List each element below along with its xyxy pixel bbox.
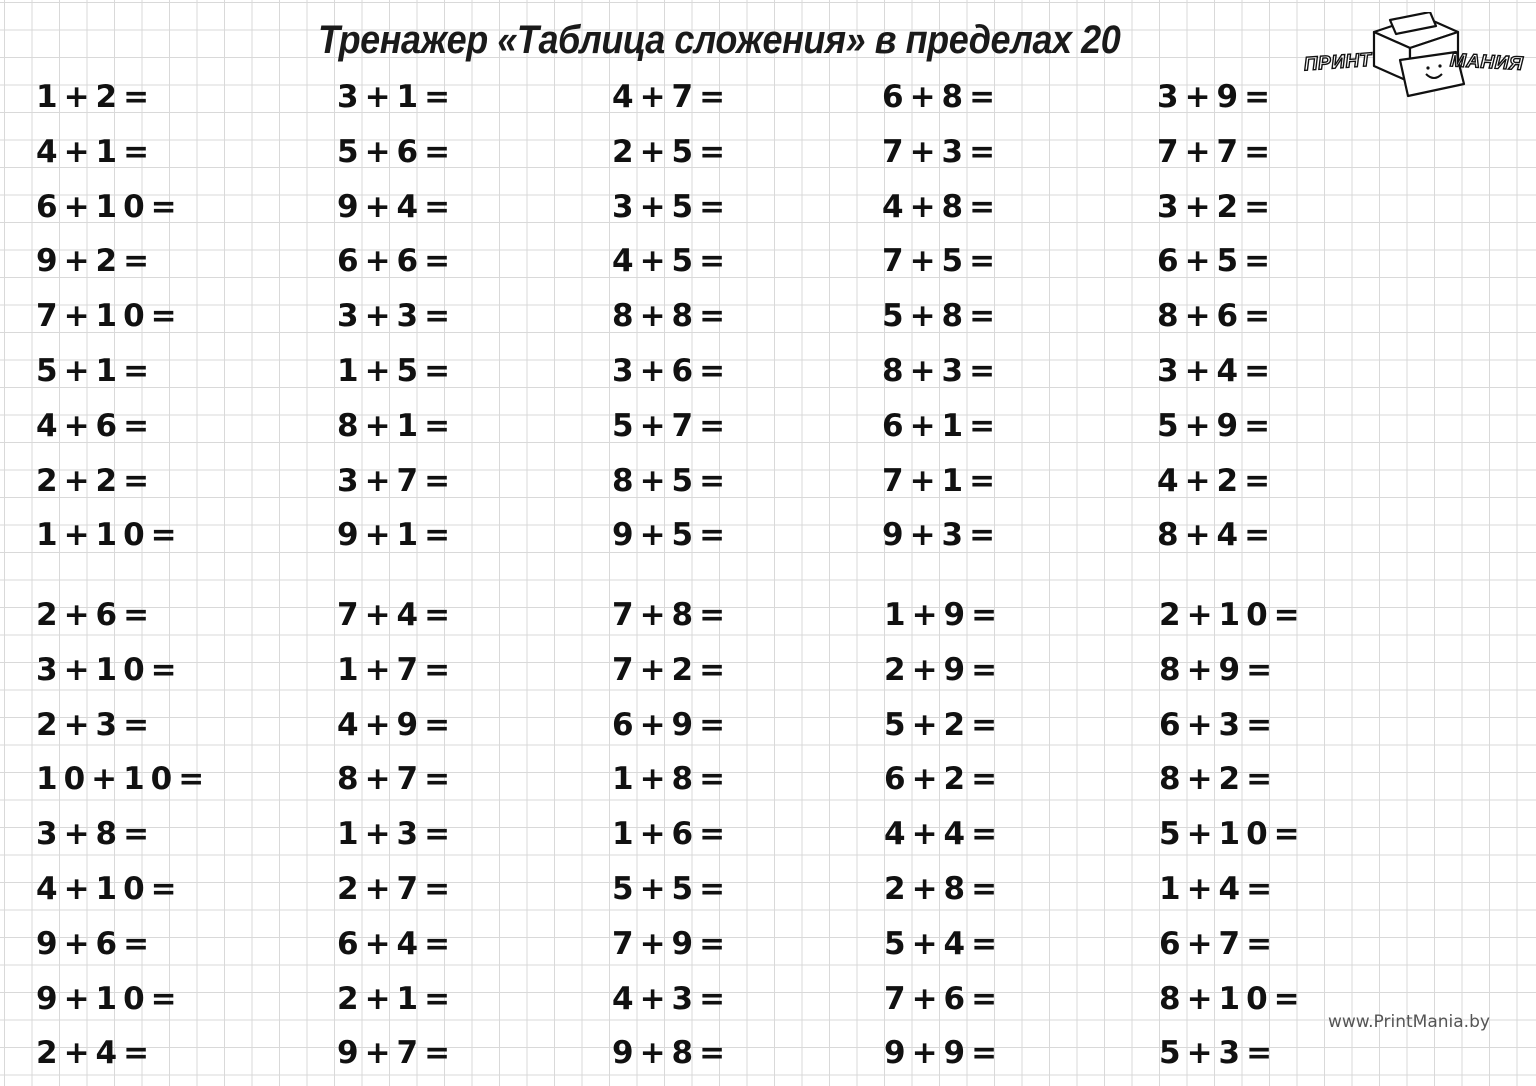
- exercise-item: 7+4=: [337, 597, 457, 633]
- exercise-item: 5+2=: [884, 706, 1004, 743]
- exercise-item: 7+1=: [882, 462, 1002, 499]
- logo-word-print: ПРИНТ: [1303, 49, 1373, 76]
- exercise-item: 2+5=: [612, 133, 732, 170]
- exercise-item: 1+9=: [884, 597, 1004, 633]
- exercise-item: 8+4=: [1157, 517, 1277, 554]
- exercise-item: 6+9=: [612, 706, 732, 743]
- exercise-item: 6+7=: [1159, 925, 1279, 962]
- exercise-item: 2+10=: [1159, 597, 1306, 633]
- exercise-item: 8+3=: [882, 352, 1002, 389]
- exercise-item: 6+6=: [337, 243, 457, 280]
- exercise-item: 3+3=: [337, 298, 457, 335]
- exercise-item: 7+3=: [882, 133, 1002, 170]
- exercise-item: 7+9=: [612, 925, 732, 962]
- exercise-item: 8+7=: [337, 761, 457, 798]
- exercise-column: [882, 70, 1001, 563]
- logo-word-mania: МАНИЯ: [1449, 50, 1524, 75]
- exercise-item: 4+2=: [1157, 462, 1277, 499]
- exercise-item: 2+6=: [36, 597, 156, 633]
- exercise-item: 7+8=: [612, 597, 732, 633]
- exercise-column: [337, 588, 456, 1081]
- exercise-item: 3+7=: [337, 462, 457, 499]
- exercise-item: 4+8=: [882, 188, 1002, 225]
- exercise-column: [337, 70, 456, 563]
- exercise-column: [36, 588, 210, 1081]
- exercise-item: 6+5=: [1157, 243, 1277, 280]
- exercise-item: 8+1=: [337, 407, 457, 444]
- exercise-item: 5+6=: [337, 133, 457, 170]
- exercise-item: 9+9=: [884, 1035, 1004, 1072]
- exercise-item: 5+3=: [1159, 1035, 1279, 1072]
- exercise-column: [36, 70, 183, 563]
- exercise-item: 8+2=: [1159, 761, 1279, 798]
- exercise-item: 4+1=: [36, 133, 156, 170]
- exercise-column: [1159, 588, 1306, 1081]
- exercise-item: 4+4=: [884, 816, 1004, 853]
- exercise-item: 5+9=: [1157, 407, 1277, 444]
- exercise-item: 1+6=: [612, 816, 732, 853]
- exercise-column: [884, 588, 1003, 1081]
- exercise-item: 7+7=: [1157, 133, 1277, 170]
- exercise-item: 10+10=: [36, 761, 211, 798]
- exercise-item: 8+8=: [612, 298, 732, 335]
- exercise-item: 2+9=: [884, 651, 1004, 688]
- exercise-item: 3+9=: [1157, 79, 1277, 115]
- exercise-item: 5+4=: [884, 925, 1004, 962]
- exercise-item: 6+3=: [1159, 706, 1279, 743]
- exercise-item: 6+4=: [337, 925, 457, 962]
- exercise-item: 5+1=: [36, 352, 156, 389]
- exercise-item: 5+8=: [882, 298, 1002, 335]
- exercise-item: 4+9=: [337, 706, 457, 743]
- exercise-item: 9+7=: [337, 1035, 457, 1072]
- exercise-item: 7+10=: [36, 298, 183, 335]
- exercise-item: 3+5=: [612, 188, 732, 225]
- exercise-item: 7+2=: [612, 651, 732, 688]
- exercise-item: 5+7=: [612, 407, 732, 444]
- exercise-item: 8+10=: [1159, 980, 1306, 1017]
- exercise-item: 9+10=: [36, 980, 183, 1017]
- exercise-item: 2+1=: [337, 980, 457, 1017]
- exercise-item: 3+8=: [36, 816, 156, 853]
- exercise-item: 2+4=: [36, 1035, 156, 1072]
- exercise-item: 1+7=: [337, 651, 457, 688]
- exercise-item: 8+9=: [1159, 651, 1279, 688]
- exercise-item: 3+4=: [1157, 352, 1277, 389]
- exercise-item: 3+2=: [1157, 188, 1277, 225]
- exercise-item: 6+10=: [36, 188, 183, 225]
- exercise-column: [1157, 70, 1276, 563]
- exercise-item: 9+4=: [337, 188, 457, 225]
- exercise-item: 4+6=: [36, 407, 156, 444]
- printmania-logo: [1300, 12, 1524, 104]
- exercise-item: 9+5=: [612, 517, 732, 554]
- exercise-item: 9+3=: [882, 517, 1002, 554]
- exercise-item: 4+5=: [612, 243, 732, 280]
- exercise-item: 9+8=: [612, 1035, 732, 1072]
- exercise-column: [612, 588, 731, 1081]
- exercise-item: 6+1=: [882, 407, 1002, 444]
- exercise-item: 1+2=: [36, 79, 156, 115]
- exercise-item: 2+3=: [36, 706, 156, 743]
- page-title: Тренажер «Таблица сложения» в пределах 20: [318, 18, 1121, 62]
- exercise-item: 3+10=: [36, 651, 183, 688]
- exercise-item: 6+2=: [884, 761, 1004, 798]
- exercise-item: 5+10=: [1159, 816, 1306, 853]
- exercise-item: 1+10=: [36, 517, 183, 554]
- exercise-item: 1+8=: [612, 761, 732, 798]
- exercise-item: 8+6=: [1157, 298, 1277, 335]
- exercise-item: 1+4=: [1159, 870, 1279, 907]
- exercise-item: 3+1=: [337, 79, 457, 115]
- exercise-item: 2+8=: [884, 870, 1004, 907]
- exercise-item: 4+10=: [36, 870, 183, 907]
- exercise-item: 9+2=: [36, 243, 156, 280]
- exercise-column: [612, 70, 731, 563]
- exercise-item: 9+1=: [337, 517, 457, 554]
- exercise-item: 7+6=: [884, 980, 1004, 1017]
- exercise-item: 7+5=: [882, 243, 1002, 280]
- exercise-item: 2+7=: [337, 870, 457, 907]
- website-url: www.PrintMania.by: [1328, 1012, 1490, 1032]
- exercise-item: 8+5=: [612, 462, 732, 499]
- exercise-item: 3+6=: [612, 352, 732, 389]
- exercise-item: 4+3=: [612, 980, 732, 1017]
- exercise-item: 6+8=: [882, 79, 1002, 115]
- exercise-item: 1+5=: [337, 352, 457, 389]
- exercise-item: 2+2=: [36, 462, 156, 499]
- exercise-item: 1+3=: [337, 816, 457, 853]
- exercise-item: 9+6=: [36, 925, 156, 962]
- exercise-item: 5+5=: [612, 870, 732, 907]
- exercise-item: 4+7=: [612, 79, 732, 115]
